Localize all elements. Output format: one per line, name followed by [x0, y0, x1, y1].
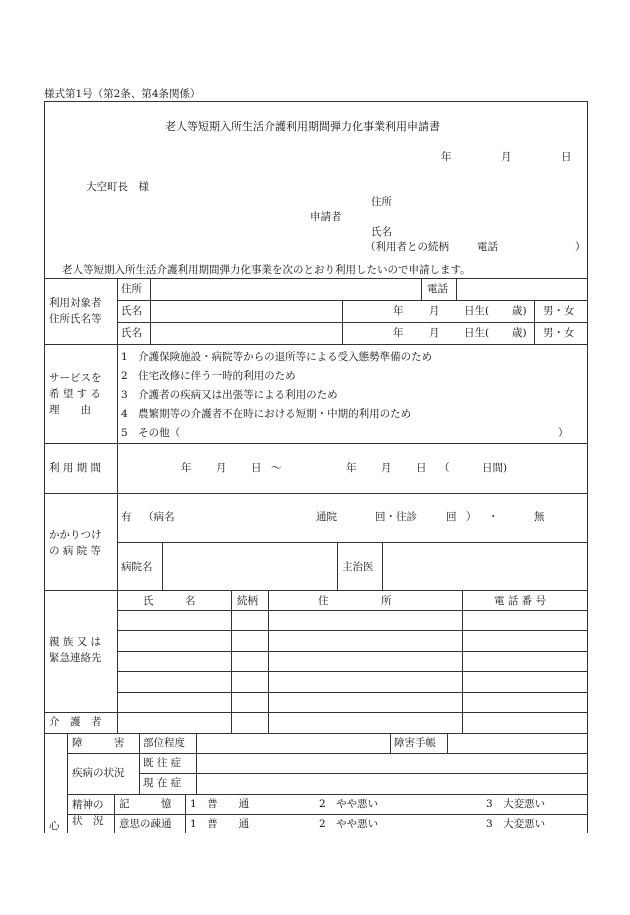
rule	[44, 493, 588, 494]
memory-opt-2: 2 やや悪い	[319, 798, 379, 810]
rule	[337, 542, 338, 590]
user-address-label: 住所	[121, 283, 142, 295]
form-number: 様式第1号（第2条、第4条関係）	[44, 88, 201, 100]
user2-age: 歳)	[512, 327, 527, 339]
applicant-phone: 電話	[477, 241, 498, 253]
rule	[117, 443, 118, 493]
frame-top	[44, 101, 588, 102]
rule	[114, 794, 115, 833]
period-label: 利 用 期 間	[49, 462, 102, 474]
reason-label-3: 理 由	[49, 404, 91, 416]
rule	[117, 344, 118, 443]
rule	[117, 651, 588, 652]
rule	[162, 542, 163, 590]
condition-side-char: 心	[49, 820, 60, 832]
relatives-col-name: 氏 名	[143, 595, 196, 607]
relatives-col-address: 住 所	[318, 595, 392, 607]
frame-right	[587, 101, 588, 833]
hospital-dot: ・	[488, 511, 499, 523]
applicant-address: 住所	[371, 196, 392, 208]
communication-opt-3: 3 大変悪い	[486, 818, 546, 830]
hospital-none: 無	[534, 511, 545, 523]
memory-opt-1: 1 普 通	[190, 798, 250, 810]
degree-label: 部位程度	[143, 737, 185, 749]
applicant-name: 氏名	[371, 226, 392, 238]
user2-birth-month: 月	[429, 327, 440, 339]
hospital-label-1: かかりつけ	[49, 529, 102, 541]
user2-birth-year: 年	[393, 327, 404, 339]
disease-state-label: 疾病の状況	[72, 767, 125, 779]
hospital-disease: （病名	[143, 511, 175, 523]
period-open: （	[439, 462, 450, 474]
user1-name-label: 氏名	[121, 305, 142, 317]
period-to-year: 年	[346, 462, 357, 474]
period-from-year: 年	[181, 462, 192, 474]
communication-label: 意思の疎通	[119, 818, 172, 830]
rule	[117, 278, 118, 344]
user1-birth-month: 月	[429, 305, 440, 317]
hospital-close: ）	[466, 511, 477, 523]
hospital-name-label: 病院名	[121, 561, 153, 573]
rule	[117, 630, 588, 631]
rule	[44, 733, 588, 734]
reason-item-2: 2 住宅改修に伴う一時的利用のため	[121, 370, 296, 382]
user2-birth-day: 日生(	[464, 327, 490, 339]
date-day: 日	[561, 151, 572, 163]
period-to-day: 日	[416, 462, 427, 474]
user-phone-label: 電話	[427, 283, 448, 295]
relatives-label-1: 親 族 又 は	[49, 636, 102, 648]
relation-open: （利用者との続柄	[365, 241, 449, 253]
reason-label-2: 希 望 す る	[49, 388, 102, 400]
hospital-doctor-label: 主治医	[342, 561, 374, 573]
current-illness-label: 現 在 症	[143, 777, 182, 789]
reason-item-3: 3 介護者の疾病又は出張等による利用のため	[121, 389, 338, 401]
application-statement: 老人等短期入所生活介護利用期間弾力化事業を次のとおり利用したいので申請します。	[62, 264, 471, 276]
rule	[67, 733, 68, 833]
user1-birth-day: 日生(	[464, 305, 490, 317]
rule	[117, 300, 588, 301]
relatives-label-2: 緊急連絡先	[49, 652, 102, 664]
hospital-label-2: の 病 院 等	[49, 545, 102, 557]
rule	[456, 278, 457, 300]
rule	[67, 753, 588, 754]
rule	[44, 443, 588, 444]
rule	[117, 610, 588, 611]
relatives-col-relation: 続柄	[237, 595, 258, 607]
user1-sex: 男・女	[543, 305, 575, 317]
applicant-label: 申請者	[310, 211, 342, 223]
rule	[44, 590, 588, 591]
reason-item-1: 1 介護保険施設・病院等からの退所等による受入態勢準備のため	[121, 351, 433, 363]
relatives-col-phone: 電 話 番 号	[494, 595, 547, 607]
period-tilde: ～	[271, 462, 282, 474]
user1-age: 歳)	[512, 305, 527, 317]
communication-opt-1: 1 普 通	[190, 818, 250, 830]
rule	[342, 300, 343, 344]
handbook-label: 障害手帳	[394, 737, 436, 749]
rule	[67, 794, 588, 795]
user-label-1: 利用対象者	[49, 297, 102, 309]
rule	[447, 733, 448, 753]
reason-item-5: 5 その他（	[121, 427, 181, 439]
memory-label: 記 憶	[119, 798, 172, 810]
mental-label-1: 精神の	[72, 799, 104, 811]
rule	[139, 733, 140, 794]
rule	[139, 773, 588, 774]
user2-name-label: 氏名	[121, 327, 142, 339]
hospital-times: 回	[446, 511, 457, 523]
rule	[382, 542, 383, 590]
user1-birth-year: 年	[393, 305, 404, 317]
period-from-month: 月	[216, 462, 227, 474]
past-history-label: 既 往 症	[143, 757, 182, 769]
rule	[117, 671, 588, 672]
rule	[117, 493, 118, 590]
mental-label-2: 状 況	[72, 815, 104, 827]
memory-opt-3: 3 大変悪い	[486, 798, 546, 810]
rule	[44, 278, 588, 279]
rule	[117, 322, 588, 323]
form-title: 老人等短期入所生活介護利用期間弾力化事業利用申請書	[165, 120, 440, 133]
rule	[150, 278, 151, 344]
rule	[534, 300, 535, 344]
rule	[196, 733, 197, 794]
period-to-month: 月	[381, 462, 392, 474]
rule	[421, 278, 422, 300]
user2-sex: 男・女	[543, 327, 575, 339]
rule	[44, 344, 588, 345]
period-days: 日間)	[482, 462, 508, 474]
rule	[390, 733, 391, 753]
hospital-visit: 回・往診	[375, 511, 417, 523]
date-month: 月	[501, 151, 512, 163]
hospital-yes: 有	[121, 511, 132, 523]
rule	[117, 692, 588, 693]
user-label-2: 住所氏名等	[49, 313, 102, 325]
frame-left	[44, 101, 45, 833]
reason-label-1: サービスを	[49, 372, 102, 384]
caregiver-label: 介 護 者	[49, 716, 102, 728]
addressee: 大空町長 様	[86, 181, 149, 193]
rule	[185, 794, 186, 833]
relation-close: ）	[575, 241, 586, 253]
communication-opt-2: 2 やや悪い	[319, 818, 379, 830]
disability-label: 障 害	[72, 737, 125, 749]
reason-other-close: ）	[558, 427, 569, 439]
rule	[67, 814, 588, 815]
rule	[44, 712, 588, 713]
period-from-day: 日	[251, 462, 262, 474]
hospital-outpatient: 通院	[316, 511, 337, 523]
rule	[117, 542, 588, 543]
date-year: 年	[441, 151, 452, 163]
reason-item-4: 4 農繁期等の介護者不在時における短期・中期的利用のため	[121, 408, 412, 420]
